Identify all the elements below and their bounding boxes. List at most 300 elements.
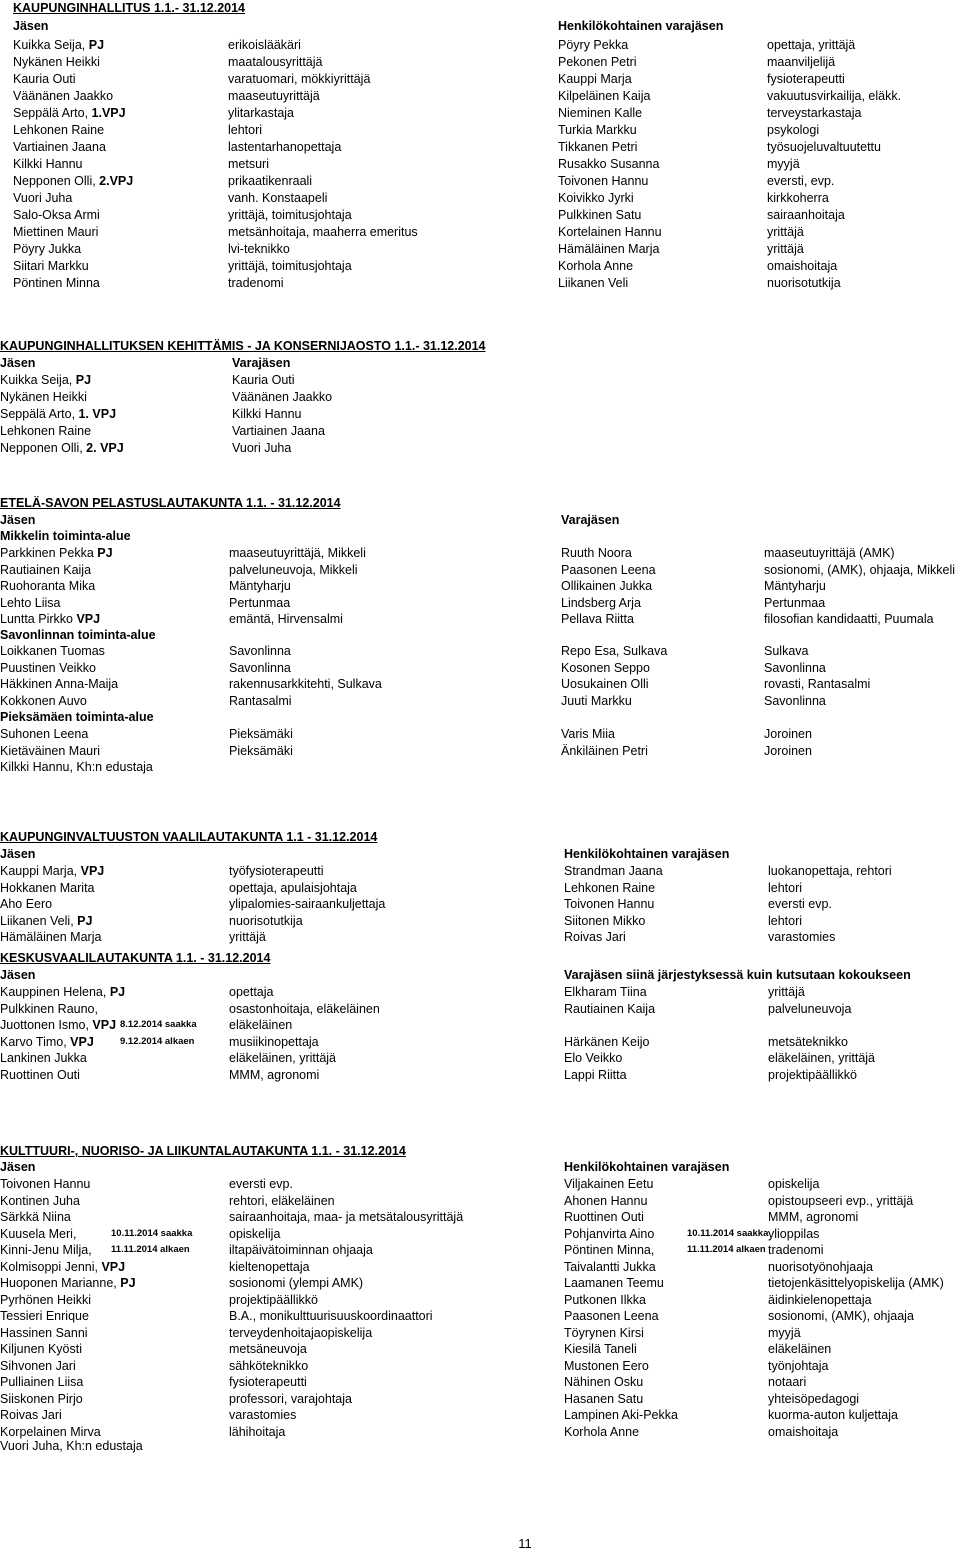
table-row	[0, 1017, 960, 1033]
deputy-name: Lampinen Aki-Pekka	[564, 1408, 678, 1422]
table-row	[0, 1209, 960, 1225]
member-name: Ruohoranta Mika	[0, 579, 96, 593]
member-occupation: Mäntyharju	[229, 579, 291, 593]
member-name: Luntta Pirkko VPJ	[0, 612, 101, 626]
deputy-occupation: työnjohtaja	[768, 1358, 829, 1373]
table-row	[0, 896, 960, 912]
member-name: Rautiainen Kaija	[0, 562, 92, 577]
deputy-name: Hasanen Satu	[564, 1391, 644, 1406]
deputy-occupation: nuorisotutkija	[767, 276, 841, 290]
table-row	[0, 389, 960, 405]
deputy-name: Roivas Jari	[564, 930, 626, 944]
member-occupation: eversti evp.	[229, 1177, 293, 1191]
table-row	[0, 1325, 960, 1341]
member-name: Salo-Oksa Armi	[13, 208, 100, 222]
member-name: Juottonen Ismo, VPJ	[0, 1018, 117, 1032]
member-term-note: 10.11.2014 saakka	[111, 1227, 193, 1239]
deputy-occupation: myyjä	[768, 1325, 801, 1340]
deputy-name: Kauppi Marja	[558, 72, 632, 86]
member-name: Sihvonen Jari	[0, 1358, 76, 1373]
member-header: Jäsen	[0, 968, 36, 982]
member-occupation: varastomies	[229, 1408, 297, 1422]
area-heading-label: Mikkelin toiminta-alue	[0, 529, 131, 543]
deputy-name: Lappi Riitta	[564, 1067, 627, 1082]
table-row	[0, 190, 960, 206]
member-name: Seppälä Arto, 1. VPJ	[0, 407, 117, 421]
member-occupation: eläkeläinen, yrittäjä	[229, 1051, 337, 1065]
deputy-occupation: lehtori	[768, 913, 803, 928]
deputy-occupation: rovasti, Rantasalmi	[764, 677, 871, 691]
page-number: 11	[518, 1536, 532, 1551]
section-title: ETELÄ-SAVON PELASTUSLAUTAKUNTA 1.1. - 31.12.2014	[0, 496, 341, 510]
deputy-occupation: omaishoitaja	[767, 259, 838, 273]
deputy-occupation: opistoupseeri evp., yrittäjä	[768, 1193, 914, 1208]
member-name: Loikkanen Tuomas	[0, 644, 105, 658]
member-occupation: musiikinopettaja	[229, 1034, 319, 1049]
table-row	[0, 1374, 960, 1390]
member-name: Nykänen Heikki	[13, 55, 100, 69]
table-row	[0, 611, 960, 627]
member-occupation: nuorisotutkija	[229, 913, 303, 928]
section-title: KAUPUNGINVALTUUSTON VAALILAUTAKUNTA 1.1 - 31.12.2014	[0, 830, 378, 844]
deputy-name: Pulkkinen Satu	[558, 208, 642, 222]
deputy-name: Taivalantti Jukka	[564, 1259, 656, 1274]
table-row	[0, 258, 960, 274]
table-row	[0, 406, 960, 422]
member-name: Vuori Juha	[13, 191, 73, 205]
deputy-name: Vuori Juha	[232, 441, 292, 455]
member-occupation: maaseutuyrittäjä	[228, 89, 320, 103]
member-name: Lehto Liisa	[0, 595, 61, 610]
deputy-occupation: projektipäällikkö	[768, 1067, 857, 1082]
member-occupation: Pertunmaa	[229, 595, 291, 610]
member-name: Huoponen Marianne, PJ	[0, 1276, 136, 1290]
deputy-occupation: myyjä	[767, 157, 800, 171]
member-occupation: opiskelija	[229, 1226, 281, 1241]
table-row	[0, 122, 960, 138]
table-row	[0, 929, 960, 945]
deputy-name: Koivikko Jyrki	[558, 191, 634, 205]
member-name: Kietäväinen Mauri	[0, 743, 101, 758]
deputy-occupation: yrittäjä	[767, 242, 804, 256]
header-row	[0, 967, 960, 983]
table-row	[0, 743, 960, 759]
member-name: Kontinen Juha	[0, 1193, 80, 1208]
deputy-occupation: Pertunmaa	[764, 595, 826, 610]
member-name: Aho Eero	[0, 897, 53, 911]
member-occupation: työfysioterapeutti	[229, 864, 324, 878]
deputy-occupation: sosionomi, (AMK), ohjaaja, Mikkeli	[764, 562, 956, 577]
member-occupation: rakennusarkkitehti, Sulkava	[229, 677, 382, 691]
deputy-name: Laamanen Teemu	[564, 1276, 664, 1290]
deputy-occupation: maanviljelijä	[767, 55, 836, 69]
deputy-occupation: psykologi	[767, 123, 820, 137]
area-heading	[0, 709, 960, 725]
deputy-occupation: fysioterapeutti	[767, 72, 845, 86]
deputy-name: Tikkanen Petri	[558, 140, 638, 154]
deputy-occupation: nuorisotyönohjaaja	[768, 1259, 873, 1274]
member-term-note: 9.12.2014 alkaen	[120, 1035, 195, 1047]
member-name: Toivonen Hannu	[0, 1177, 91, 1191]
deputy-name: Rusakko Susanna	[558, 157, 660, 171]
member-term-note: 8.12.2014 saakka	[120, 1019, 197, 1030]
table-row	[0, 1242, 960, 1258]
member-occupation: metsuri	[228, 157, 269, 171]
deputy-name: Toivonen Hannu	[564, 897, 655, 911]
deputy-occupation: Joroinen	[764, 727, 812, 741]
deputy-occupation: Savonlinna	[764, 660, 826, 675]
member-occupation: palveluneuvoja, Mikkeli	[229, 562, 358, 577]
member-name: Pöyry Jukka	[13, 242, 82, 256]
table-row	[0, 1034, 960, 1050]
deputy-occupation: sosionomi, (AMK), ohjaaja	[768, 1309, 914, 1323]
member-occupation: yrittäjä, toimitusjohtaja	[228, 259, 352, 273]
table-row	[0, 156, 960, 172]
deputy-occupation: luokanopettaja, rehtori	[768, 864, 892, 878]
member-name: Siiskonen Pirjo	[0, 1391, 83, 1406]
deputy-occupation: Savonlinna	[764, 693, 826, 708]
table-row	[0, 1275, 960, 1291]
member-occupation: metsänhoitaja, maaherra emeritus	[228, 225, 418, 239]
deputy-name: Lehkonen Raine	[564, 880, 656, 895]
table-row	[0, 1259, 960, 1275]
member-occupation: iltapäivätoiminnan ohjaaja	[229, 1243, 373, 1257]
table-row	[0, 1001, 960, 1017]
member-occupation: rehtori, eläkeläinen	[229, 1193, 335, 1208]
table-row	[0, 693, 960, 709]
member-occupation: MMM, agronomi	[229, 1067, 320, 1082]
member-name: Lehkonen Raine	[13, 123, 105, 137]
deputy-occupation: äidinkielenopettaja	[768, 1292, 872, 1307]
member-name: Pöntinen Minna	[13, 276, 100, 290]
member-occupation: ylipalomies-sairaankuljettaja	[229, 897, 386, 911]
table-row	[0, 173, 960, 189]
member-occupation: yrittäjä, toimitusjohtaja	[228, 208, 352, 222]
table-row	[0, 1407, 960, 1423]
deputy-name: Korhola Anne	[558, 259, 634, 273]
deputy-occupation: notaari	[768, 1375, 807, 1389]
deputy-occupation: yhteisöpedagogi	[768, 1391, 860, 1406]
representative-note-text: Vuori Juha, Kh:n edustaja	[0, 1439, 143, 1453]
member-occupation: sairaanhoitaja, maa- ja metsätalousyrittäjä	[229, 1210, 464, 1224]
deputy-occupation: eläkeläinen	[768, 1342, 832, 1356]
deputy-name: Ahonen Hannu	[564, 1193, 648, 1208]
table-row	[0, 372, 960, 388]
deputy-occupation: terveystarkastaja	[767, 106, 862, 120]
deputy-occupation: tietojenkäsittelyopiskelija (AMK)	[768, 1276, 944, 1290]
deputy-occupation: kuorma-auton kuljettaja	[768, 1408, 898, 1422]
deputy-name: Viljakainen Eetu	[564, 1177, 654, 1191]
member-occupation: B.A., monikulttuurisuuskoordinaattori	[229, 1309, 433, 1323]
member-header: Jäsen	[0, 1160, 36, 1174]
table-row	[0, 984, 960, 1000]
deputy-occupation: lehtori	[768, 880, 803, 895]
deputy-occupation: eläkeläinen, yrittäjä	[768, 1051, 876, 1065]
table-row	[0, 1226, 960, 1242]
table-row	[0, 139, 960, 155]
representative-note-text: Kilkki Hannu, Kh:n edustaja	[0, 760, 153, 774]
deputy-occupation: MMM, agronomi	[768, 1210, 859, 1224]
section-title-row	[0, 338, 960, 354]
deputy-name: Kauria Outi	[232, 373, 295, 387]
table-row	[0, 88, 960, 104]
member-occupation: sähköteknikko	[229, 1358, 309, 1373]
member-header: Jäsen	[0, 847, 36, 861]
deputy-header: Henkilökohtainen varajäsen	[564, 1160, 730, 1174]
section-title: KULTTUURI-, NUORISO- JA LIIKUNTALAUTAKUNTA 1.1. - 31.12.2014	[0, 1144, 406, 1158]
member-name: Hämäläinen Marja	[0, 930, 102, 944]
deputy-name: Pöntinen Minna,	[564, 1243, 655, 1257]
member-name: Pyrhönen Heikki	[0, 1292, 92, 1307]
deputy-name: Änkiläinen Petri	[561, 743, 648, 758]
member-name: Lehkonen Raine	[0, 424, 92, 438]
member-occupation: lähihoitaja	[229, 1424, 286, 1439]
member-name: Särkkä Niina	[0, 1210, 71, 1224]
deputy-name: Härkänen Keijo	[564, 1034, 650, 1049]
deputy-name: Korhola Anne	[564, 1424, 640, 1439]
deputy-name: Pekonen Petri	[558, 55, 637, 69]
deputy-occupation: kirkkoherra	[767, 191, 829, 205]
representative-note	[0, 1438, 960, 1454]
deputy-occupation: maaseutuyrittäjä (AMK)	[764, 546, 895, 560]
table-row	[0, 1050, 960, 1066]
member-name: Kiljunen Kyösti	[0, 1342, 82, 1356]
section-title: KESKUSVAALILAUTAKUNTA 1.1. - 31.12.2014	[0, 951, 271, 965]
member-name: Karvo Timo, VPJ	[0, 1034, 94, 1049]
deputy-name: Töyrynen Kirsi	[564, 1325, 644, 1340]
member-name: Kuikka Seija, PJ	[0, 373, 92, 387]
table-row	[0, 863, 960, 879]
deputy-name: Ruuth Noora	[561, 546, 632, 560]
table-row	[0, 1176, 960, 1192]
deputy-occupation: varastomies	[768, 930, 836, 944]
member-occupation: varatuomari, mökkiyrittäjä	[228, 72, 371, 86]
member-name: Suhonen Leena	[0, 727, 89, 741]
header-row	[0, 846, 960, 862]
member-occupation: lehtori	[228, 123, 263, 137]
member-name: Väänänen Jaakko	[13, 89, 114, 103]
header-row	[0, 18, 960, 34]
deputy-occupation: yrittäjä	[767, 225, 804, 239]
deputy-name: Kilkki Hannu	[232, 407, 302, 421]
header-row	[0, 355, 960, 371]
table-row	[0, 643, 960, 659]
deputy-name: Pohjanvirta Aino	[564, 1226, 655, 1241]
member-occupation: eläkeläinen	[229, 1018, 293, 1032]
section-title: KAUPUNGINHALLITUS 1.1.- 31.12.2014	[13, 1, 246, 15]
table-row	[0, 913, 960, 929]
table-row	[0, 71, 960, 87]
table-row	[0, 660, 960, 676]
deputy-name: Väänänen Jaakko	[232, 390, 333, 404]
deputy-name: Varis Miia	[561, 727, 615, 741]
member-occupation: projektipäällikkö	[229, 1292, 318, 1307]
deputy-occupation: opiskelija	[768, 1177, 820, 1191]
member-name: Roivas Jari	[0, 1408, 62, 1422]
member-name: Miettinen Mauri	[13, 225, 99, 239]
deputy-occupation: Mäntyharju	[764, 579, 826, 593]
deputy-name: Elo Veikko	[564, 1051, 623, 1065]
table-row	[0, 1292, 960, 1308]
deputy-occupation: opettaja, yrittäjä	[767, 38, 856, 52]
member-name: Liikanen Veli, PJ	[0, 913, 93, 928]
deputy-name: Rautiainen Kaija	[564, 1001, 656, 1016]
member-occupation: sosionomi (ylempi AMK)	[229, 1276, 364, 1290]
representative-note	[0, 759, 960, 775]
table-row	[0, 275, 960, 291]
deputy-name: Juuti Markku	[561, 693, 632, 708]
deputy-name: Liikanen Veli	[558, 276, 629, 290]
table-row	[0, 545, 960, 561]
table-row	[0, 1341, 960, 1357]
member-name: Kauppinen Helena, PJ	[0, 985, 126, 999]
deputy-name: Turkia Markku	[558, 123, 637, 137]
member-occupation: opettaja	[229, 985, 274, 999]
deputy-name: Putkonen Ilkka	[564, 1292, 646, 1307]
deputy-name: Paasonen Leena	[564, 1309, 659, 1323]
member-name: Puustinen Veikko	[0, 660, 96, 675]
deputy-name: Vartiainen Jaana	[232, 424, 325, 438]
deputy-name: Kiesilä Taneli	[564, 1342, 637, 1356]
member-occupation: osastonhoitaja, eläkeläinen	[229, 1001, 380, 1016]
member-occupation: erikoislääkäri	[228, 38, 301, 52]
table-row	[0, 241, 960, 257]
table-row	[0, 578, 960, 594]
table-row	[0, 224, 960, 240]
deputy-name: Siitonen Mikko	[564, 913, 646, 928]
deputy-name: Pöyry Pekka	[558, 38, 629, 52]
area-heading	[0, 528, 960, 544]
table-row	[0, 423, 960, 439]
deputy-occupation: filosofian kandidaatti, Puumala	[764, 612, 934, 626]
member-name: Kuusela Meri,	[0, 1226, 77, 1241]
member-name: Ruottinen Outi	[0, 1067, 80, 1082]
member-occupation: metsäneuvoja	[229, 1342, 307, 1356]
deputy-occupation: ylioppilas	[768, 1226, 820, 1241]
area-heading-label: Savonlinnan toiminta-alue	[0, 628, 156, 642]
deputy-name: Paasonen Leena	[561, 562, 656, 577]
member-name: Nepponen Olli, 2.VPJ	[13, 174, 134, 188]
table-row	[0, 1193, 960, 1209]
member-name: Nykänen Heikki	[0, 390, 87, 404]
deputy-occupation: yrittäjä	[768, 985, 805, 999]
deputy-occupation: eversti, evp.	[767, 174, 835, 188]
deputy-occupation: työsuojeluvaltuutettu	[767, 140, 881, 154]
area-heading	[0, 627, 960, 643]
member-name: Siitari Markku	[13, 259, 89, 273]
deputy-occupation: Sulkava	[764, 644, 809, 658]
table-row	[0, 1391, 960, 1407]
member-name: Parkkinen Pekka PJ	[0, 546, 113, 560]
member-occupation: Savonlinna	[229, 644, 291, 658]
table-row	[0, 207, 960, 223]
table-row	[0, 1308, 960, 1324]
member-name: Kinni-Jenu Milja,	[0, 1243, 92, 1257]
member-name: Tessieri Enrique	[0, 1309, 89, 1323]
member-name: Nepponen Olli, 2. VPJ	[0, 441, 124, 455]
member-occupation: professori, varajohtaja	[229, 1391, 352, 1406]
table-row	[0, 54, 960, 70]
member-name: Kauria Outi	[13, 72, 76, 86]
header-row	[0, 1159, 960, 1175]
table-row	[0, 562, 960, 578]
section-title-row	[0, 1143, 960, 1159]
deputy-occupation: eversti evp.	[768, 897, 832, 911]
table-row	[0, 105, 960, 121]
table-row	[0, 440, 960, 456]
deputy-name: Elkharam Tiina	[564, 985, 647, 999]
member-occupation: ylitarkastaja	[228, 106, 294, 120]
deputy-name: Kilpeläinen Kaija	[558, 89, 651, 103]
member-header: Jäsen	[0, 513, 36, 527]
section-title-row	[0, 829, 960, 845]
member-occupation: opettaja, apulaisjohtaja	[229, 880, 357, 895]
member-occupation: terveydenhoitajaopiskelija	[229, 1325, 373, 1340]
deputy-term-note: 11.11.2014 alkaen	[687, 1244, 766, 1255]
member-term-note: 11.11.2014 alkaen	[111, 1244, 190, 1255]
deputy-name: Pellava Riitta	[561, 612, 634, 626]
deputy-name: Uosukainen Olli	[561, 677, 649, 691]
deputy-name: Toivonen Hannu	[558, 174, 649, 188]
member-header: Jäsen	[0, 356, 36, 370]
member-occupation: lastentarhanopettaja	[228, 140, 342, 154]
table-row	[0, 880, 960, 896]
deputy-occupation: sairaanhoitaja	[767, 208, 845, 222]
member-occupation: Rantasalmi	[229, 693, 292, 708]
member-name: Pulkkinen Rauno,	[0, 1001, 98, 1016]
deputy-occupation: metsäteknikko	[768, 1034, 848, 1049]
member-name: Lankinen Jukka	[0, 1051, 87, 1065]
member-occupation: fysioterapeutti	[229, 1375, 307, 1389]
deputy-name: Nieminen Kalle	[558, 106, 643, 120]
member-occupation: vanh. Konstaapeli	[228, 191, 328, 205]
deputy-occupation: tradenomi	[768, 1243, 824, 1257]
member-name: Pulliainen Liisa	[0, 1375, 84, 1389]
table-row	[0, 726, 960, 742]
member-name: Kokkonen Auvo	[0, 693, 87, 708]
member-occupation: Pieksämäki	[229, 727, 293, 741]
member-name: Kauppi Marja, VPJ	[0, 864, 105, 878]
member-occupation: maatalousyrittäjä	[228, 55, 323, 69]
header-row	[0, 512, 960, 528]
member-header: Jäsen	[13, 19, 49, 33]
member-name: Hokkanen Marita	[0, 880, 95, 895]
table-row	[0, 1358, 960, 1374]
deputy-occupation: omaishoitaja	[768, 1424, 839, 1439]
member-name: Vartiainen Jaana	[13, 140, 106, 154]
deputy-name: Kortelainen Hannu	[558, 225, 662, 239]
member-occupation: prikaatikenraali	[228, 174, 313, 188]
member-occupation: kieltenopettaja	[229, 1259, 310, 1274]
deputy-term-note: 10.11.2014 saakka	[687, 1227, 769, 1239]
table-row	[0, 37, 960, 53]
member-name: Häkkinen Anna-Maija	[0, 677, 119, 691]
deputy-occupation: palveluneuvoja	[768, 1001, 852, 1016]
deputy-header: Varajäsen	[561, 513, 620, 527]
deputy-name: Ruottinen Outi	[564, 1210, 644, 1224]
member-occupation: maaseutuyrittäjä, Mikkeli	[229, 546, 366, 560]
deputy-name: Mustonen Eero	[564, 1358, 649, 1373]
deputy-header: Varajäsen	[232, 356, 291, 370]
deputy-name: Ollikainen Jukka	[561, 579, 653, 593]
deputy-header: Henkilökohtainen varajäsen	[564, 847, 730, 861]
member-name: Kuikka Seija, PJ	[13, 38, 105, 52]
deputy-name: Nähinen Osku	[564, 1375, 644, 1389]
deputy-name: Kosonen Seppo	[561, 660, 650, 675]
member-name: Seppälä Arto, 1.VPJ	[13, 106, 126, 120]
member-occupation: tradenomi	[228, 276, 284, 290]
member-occupation: Pieksämäki	[229, 743, 293, 758]
